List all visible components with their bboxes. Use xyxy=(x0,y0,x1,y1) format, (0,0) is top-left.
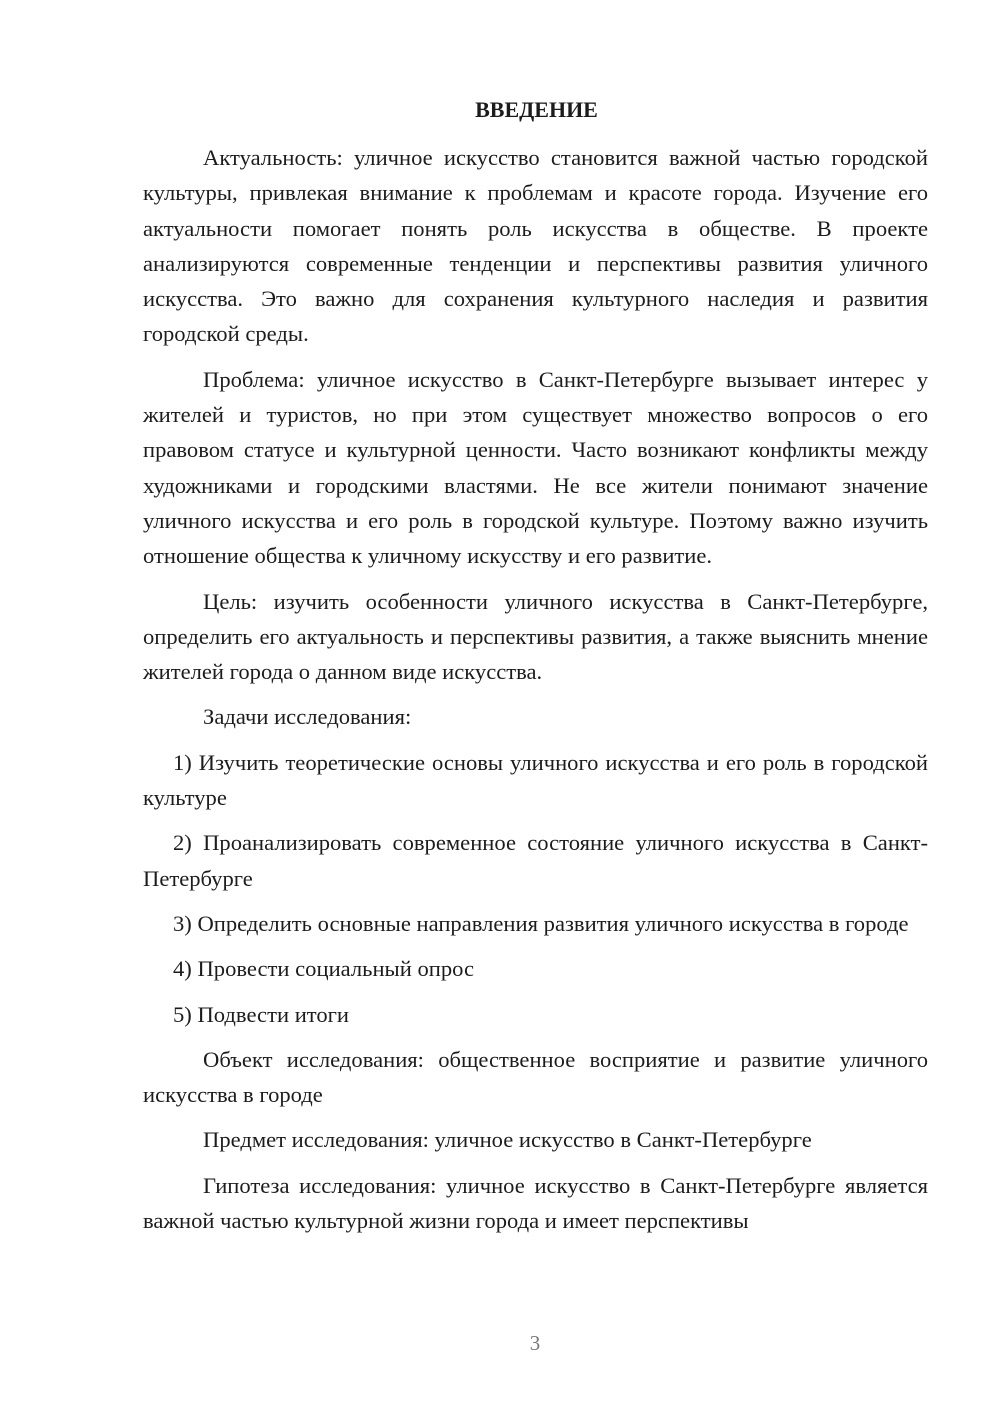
section-heading: ВВЕДЕНИЕ xyxy=(475,97,598,122)
task-item-1: 1) Изучить теоретические основы уличного искусства и его роль в городской культуре xyxy=(143,749,928,811)
paragraph-hypothesis: Гипотеза исследования: уличное искусство в Санкт-Петербурге является важной частью культурной жизни города и имеет перспективы xyxy=(143,1172,928,1234)
task-item-4: 4) Провести социальный опрос xyxy=(173,956,475,982)
paragraph-object: Объект исследования: общественное восприятие и развитие уличного искусства в городе xyxy=(143,1046,928,1108)
task-item-3: 3) Определить основные направления развития уличного искусства в городе xyxy=(173,910,909,936)
document-page xyxy=(143,92,928,1238)
task-item-5: 5) Подвести итоги xyxy=(173,1001,350,1027)
task-item-2: 2) Проанализировать современное состояние уличного искусства в Санкт-Петербурге xyxy=(143,830,928,891)
paragraph-relevance: Актуальность: уличное искусство становится важной частью городской культуры, привлекая внимание к проблемам и красоте города. Изучение его актуальности помогает понять роль искусства в обществе. В проекте анализируются современные тенденции и перспективы развития уличного искусства. Это важно для сохранения культурного наследия и развития городской среды. xyxy=(143,145,928,347)
paragraph-problem: Проблема: уличное искусство в Санкт-Петербурге вызывает интерес у жителей и туристов, но при этом существует множество вопросов о его правовом статусе и культурной ценности. Часто возникают конфликты между художниками и городскими властями. Не все жители понимают значение уличного искусства и его роль в городской культуре. Поэтому важно изучить отношение общества к уличному искусству и его развитие. xyxy=(143,366,928,569)
paragraph-goal: Цель: изучить особенности уличного искусства в Санкт-Петербурге, определить его актуальность и перспективы развития, а также выяснить мнение жителей города о данном виде искусства. xyxy=(143,588,928,685)
paragraph-tasks-intro: Задачи исследования: xyxy=(203,704,412,730)
page-number: 3 xyxy=(529,1331,541,1355)
paragraph-subject: Предмет исследования: уличное искусство в Санкт-Петербурге xyxy=(203,1127,812,1153)
